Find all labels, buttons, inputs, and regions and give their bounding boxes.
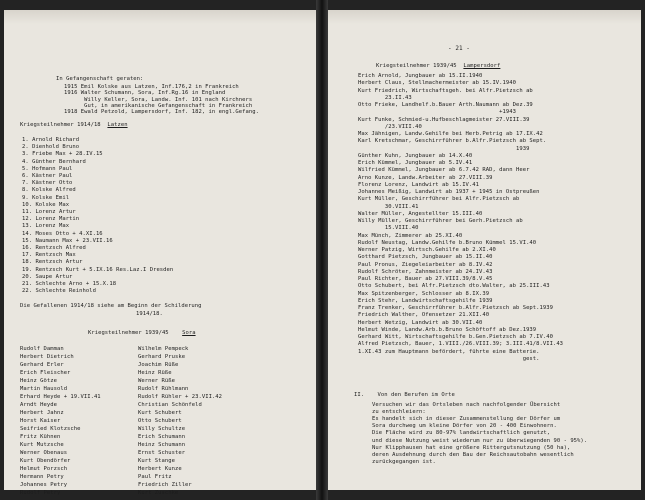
participant-entry: Herbert Claus, Stellmachermeister ab 15.IV.1940 xyxy=(358,80,516,87)
participant-entry: Gotthard Pietzsch, Jungbauer ab 15.II.40 xyxy=(358,254,493,261)
ww2-heading: Kriegsteilnehmer 1939/45 xyxy=(88,330,169,336)
ww2-participant: Otto Schubert xyxy=(138,418,182,424)
ww2-participant: Ernst Schuster xyxy=(138,450,186,456)
ww2-participant: Kurt Mutzsche xyxy=(20,442,64,448)
ww2-participant: Kurt Stange xyxy=(138,458,175,464)
ww1-participant: 1. Arnold Richard xyxy=(22,137,80,143)
left-document-page xyxy=(4,10,316,496)
participant-entry: Karl Kretschmar, Geschirrführer b.Alfr.Pietzsch ab Sept. xyxy=(358,138,547,145)
ww1-participant: 14. Moses Otto + 4.XI.16 xyxy=(22,230,103,237)
paragraph-line: zu entschleiern: xyxy=(372,409,426,416)
participant-entry: 15.VIII.40 xyxy=(358,225,419,232)
participant-entry: Max Jähnigen, Landw.Gehilfe bei Herb.Petrig ab 17.IX.42 xyxy=(358,131,543,137)
ww2-participant: Hermann Petry xyxy=(20,474,64,480)
participant-entry: Kurt Müller, Geschirrführer bei Alfr.Pietzsch ab xyxy=(358,196,520,203)
participant-entry: Erich Kümmel, Jungbauer ab 5.IV.41 xyxy=(358,160,473,166)
ww2-participant: Kurt Schubert xyxy=(138,410,182,416)
ww2-participant: Arndt Heyde xyxy=(20,402,57,408)
ww2-participant: Kurt Zuschke xyxy=(138,490,179,496)
participant-entry: Otto Frieke, Landhelf.b.Bauer Arth.Naumann ab Dez.39 xyxy=(358,102,533,108)
pow-heading: In Gefangenschaft geraten: xyxy=(56,76,144,82)
participant-entry: Max Münch, Zimmerer ab 25.XI.40 xyxy=(358,232,463,239)
ww1-participant: 8. Kolske Alfred xyxy=(22,187,76,194)
fallen-note-year: 1914/18. xyxy=(136,311,163,317)
ww1-participant: 5. Hofmann Paul xyxy=(22,165,73,172)
ww2-participant: Fritz Kühnen xyxy=(20,434,61,440)
ww2-participant: Helmut Porzsch xyxy=(20,466,68,472)
paragraph-line: deren Ausdehnung durch den Bau der Reichsautobahn wesentlich xyxy=(372,451,574,458)
ww1-participant: 18. Rentzsch Artur xyxy=(22,259,83,266)
ww1-participant: 4. Günther Bernhard xyxy=(22,158,86,165)
ww1-participant: 13. Lorenz Max xyxy=(22,223,70,230)
ww2-participant: Johannes Petry xyxy=(20,482,68,488)
ww1-participant: 11. Lorenz Artur xyxy=(22,209,76,215)
participant-entry: 30.VIII.41 xyxy=(358,203,419,210)
ww2-participant: Herbert Dietrich xyxy=(20,354,74,360)
pow-entry: Willy Keller, Sora, Landw. Inf. 101 nach Kirchners xyxy=(64,96,253,103)
ww2-participant: Heinz Götze xyxy=(20,378,57,384)
ww1-participant: 9. Kolske Emil xyxy=(22,194,70,201)
left-page-content xyxy=(4,10,316,496)
participant-entry: Wilfried Kümmel, Jungbauer ab 6.7.42 RAD, dann Heer xyxy=(358,167,530,174)
participant-entry: Günther Kuhn, Jungbauer ab 14.X.40 xyxy=(358,152,473,159)
participant-entry: Helmut Winde, Landw.Arb.b.Bruno Schöftoff ab Dez.1939 xyxy=(358,326,537,333)
ww2-participant: Erich Schumann xyxy=(138,434,186,440)
pow-entry: 1918 Ewald Petzold, Lampersdorf, Inf. 182, in engl.Gefang. xyxy=(64,109,259,116)
ww2-participant: Gerhard Erler xyxy=(20,362,64,368)
paragraph-line: Sora durchweg um kleine Dörfer von 20 - 400 Einwohnern. xyxy=(372,423,557,430)
participant-entry: Herbert Wetzig, Landwirt ab 30.VII.40 xyxy=(358,319,483,326)
ww2-participant: Horst Kaiser xyxy=(20,418,61,424)
page-number: - 21 - xyxy=(448,45,470,52)
ww2-participant: Herbert Jahnz xyxy=(20,410,64,416)
ww2-participant: Heinz Schumann xyxy=(138,442,186,448)
participant-entry: Paul Pronus, Ziegeleiarbeiter ab 8.IV.42 xyxy=(358,261,493,268)
book-gutter xyxy=(316,0,328,500)
ww1-participant: 20. Saupe Artur xyxy=(22,273,73,280)
ww2-participant: Herbert Kunze xyxy=(138,466,182,472)
ww1-place: Latzen xyxy=(107,122,128,128)
ww2-participant: Kurt Obendörfer xyxy=(20,458,71,464)
participant-entry: +1943 xyxy=(358,109,516,116)
participant-entry: /23.VIII.40 xyxy=(358,123,422,130)
pow-entry: Gut, in amerikanische Gefangenschaft in Frankreich xyxy=(64,102,253,109)
ww2-participant: Paul Fritz xyxy=(138,474,172,480)
ww2-participant: Rudolf Damman xyxy=(20,346,64,352)
participant-entry: Erich Stehr, Landwirtschaftsgehilfe 1939 xyxy=(358,297,493,304)
ww2-participant: Gerhard Pruske xyxy=(138,354,186,360)
ww1-participant: 6. Kästner Paul xyxy=(22,173,73,179)
ww1-participant: 16. Rentzsch Alfred xyxy=(22,245,86,251)
participant-entry: Max Spitzenberger, Schlosser ab 8.IX.39 xyxy=(358,290,490,297)
ww2-participant: Martin Hausold xyxy=(20,386,68,392)
ww1-participant: 17. Rentzsch Max xyxy=(22,252,76,259)
fallen-note: Die Gefallenen 1914/18 siehe am Beginn der Schilderung xyxy=(20,303,202,309)
participant-entry: Willy Müller, Geschirrführer bei Gerh.Pietzsch ab xyxy=(358,218,523,224)
ww2-participant: Joachim Rüße xyxy=(138,362,179,368)
participant-entry: Otto Schubert, bei Alfr.Pietzsch dto.Walter, ab 25.III.43 xyxy=(358,283,550,290)
paragraph-line: Die Fläche wird zu 80-97% landwirtschaftlich genutzt, xyxy=(372,430,551,437)
ww2-participant: Friedrich Ziller xyxy=(138,482,192,488)
paragraph-line: Es handelt sich in dieser Zusammenstellung der Dörfer um xyxy=(372,416,561,423)
participant-entry: Florenz Lorenz, Landwirt ab 15.IV.41 xyxy=(358,181,480,188)
ww1-participant: 10. Kolske Max xyxy=(22,201,70,208)
participant-entry: Alfred Pietzsch, Bauer, 1.VIII./26.VIII.39; 3.III.41/8.VII.43 xyxy=(358,341,564,348)
ww1-participant: 3. Friebe Max + 28.IV.15 xyxy=(22,151,103,158)
paragraph-line: zurückgegangen ist. xyxy=(372,458,436,465)
ww1-participant: 2. Dienhold Bruno xyxy=(22,144,80,151)
ww2-participant: Christian Schönfeld xyxy=(138,402,202,408)
participant-entry: Franz Trenker, Geschirrführer b.Alfr.Pietzsch ab Sept.1939 xyxy=(358,305,553,311)
right-page-content xyxy=(328,10,641,490)
ww1-participant: 15. Naumann Max + 23.VII.16 xyxy=(22,237,113,244)
participant-entry: 1.XI.43 zum Hauptmann befördert, führte eine Batterie. xyxy=(358,348,540,355)
participant-entry: Rudolf Neustag, Landw.Gehilfe b.Bruno Kümmel 15.VI.40 xyxy=(358,239,537,246)
ww2-participant: Wilhelm Pempeck xyxy=(138,346,189,352)
participant-entry: Kurt Friedrich, Wirtschaftsgeh. bei Alfr.Pietzsch ab xyxy=(358,87,533,94)
participant-entry: Rudolf Schröter, Zahnmeister ab 24.IV.43 xyxy=(358,268,493,275)
ww2-participant: Erich Fleischer xyxy=(20,370,71,376)
ww2-participant: Willy Schultze xyxy=(138,426,186,432)
ww2-participant: Werner Rüße xyxy=(138,378,175,384)
pow-entry: 1915 Emil Kolske aus Latzen, Inf.176,2 in Frankreich xyxy=(64,84,239,90)
ww2-participant: Werner Obenaus xyxy=(20,450,68,456)
pow-entry: 1916 Walter Schumann, Sora, Inf.Rg.16 in England xyxy=(64,90,226,97)
ww2-place: Sora xyxy=(182,330,196,336)
ww2-participant: Rudolf Rühler + 23.VII.42 xyxy=(138,394,223,400)
participant-entry: 23.II.43 xyxy=(358,94,412,101)
participant-entry: Johannes Meißig, Landwirt ab 1937 + 1945 in Ostpreußen xyxy=(358,189,540,195)
section-title: II. Von den Berufen im Orte xyxy=(354,392,455,398)
ww1-participant: 7. Kästner Otto xyxy=(22,180,73,187)
ww2-participant: Seifried Klotzsche xyxy=(20,426,81,432)
ww2-heading-row xyxy=(88,330,196,337)
paragraph-line: Versuchen wir das Ortsleben nach nachfolgender Übersicht xyxy=(372,402,561,408)
ww1-participant: 19. Rentzsch Kurt + 5.IX.16 Res.Laz.I Dresden xyxy=(22,266,174,273)
participant-entry: Friedrich Walther, Ofensetzer 21.XII.40 xyxy=(358,312,490,319)
participant-entry: Paul Richter, Bauer ab 27.VIII.39/8.V.45 xyxy=(358,276,493,282)
paragraph-line: und diese Nutzung weist wiederum nur zu überwiegenden 90 - 95%). xyxy=(372,437,588,444)
ww2-participant: Rudolf Rühlmann xyxy=(138,386,189,392)
ww1-participant: 12. Lorenz Martin xyxy=(22,216,80,223)
right-document-page xyxy=(328,10,641,490)
ww2-participant: Rudolf Petry xyxy=(20,490,61,496)
participant-entry: Arno Kunze, Landw.Arbeiter ab 27.VIII.39 xyxy=(358,174,493,181)
participant-entry: Gerhard Witt, Wirtschaftsgehilfe b.Gen.Pietzsch ab 7.IV.40 xyxy=(358,334,553,340)
ww2-participant: Heinz Rüße xyxy=(138,370,172,376)
right-heading-row xyxy=(376,63,500,70)
right-heading: Kriegsteilnehmer 1939/45 xyxy=(376,63,457,69)
participant-entry: gest. xyxy=(358,355,540,362)
participant-entry: Walter Müller, Angestellter 15.III.40 xyxy=(358,210,483,217)
paragraph-line: Nur Klipphausen hat eine größere Rittergutsnutzung (50 ha), xyxy=(372,444,571,451)
participant-entry: Werner Patzig, Wirtsch.Gehilfe ab 2.XI.40 xyxy=(358,247,496,253)
participant-entry: Kurt Funke, Schmied-u.Hufbeschlagmeister 27.VIII.39 xyxy=(358,116,530,123)
participant-entry: Erich Arnold, Jungbauer ab 15.II.1940 xyxy=(358,73,483,79)
participant-entry: 1939 xyxy=(358,145,530,152)
right-heading-place: Lampersdorf xyxy=(463,63,501,69)
ww2-participant: Erhard Heyde + 19.VII.41 xyxy=(20,394,101,400)
ww1-participant: 22. Schlechte Reinhold xyxy=(22,288,96,295)
ww1-heading-row xyxy=(20,122,128,129)
ww1-participant: 21. Schlechte Arno + 15.X.18 xyxy=(22,281,117,287)
ww1-heading: Kriegsteilnehmer 1914/18 xyxy=(20,122,101,128)
